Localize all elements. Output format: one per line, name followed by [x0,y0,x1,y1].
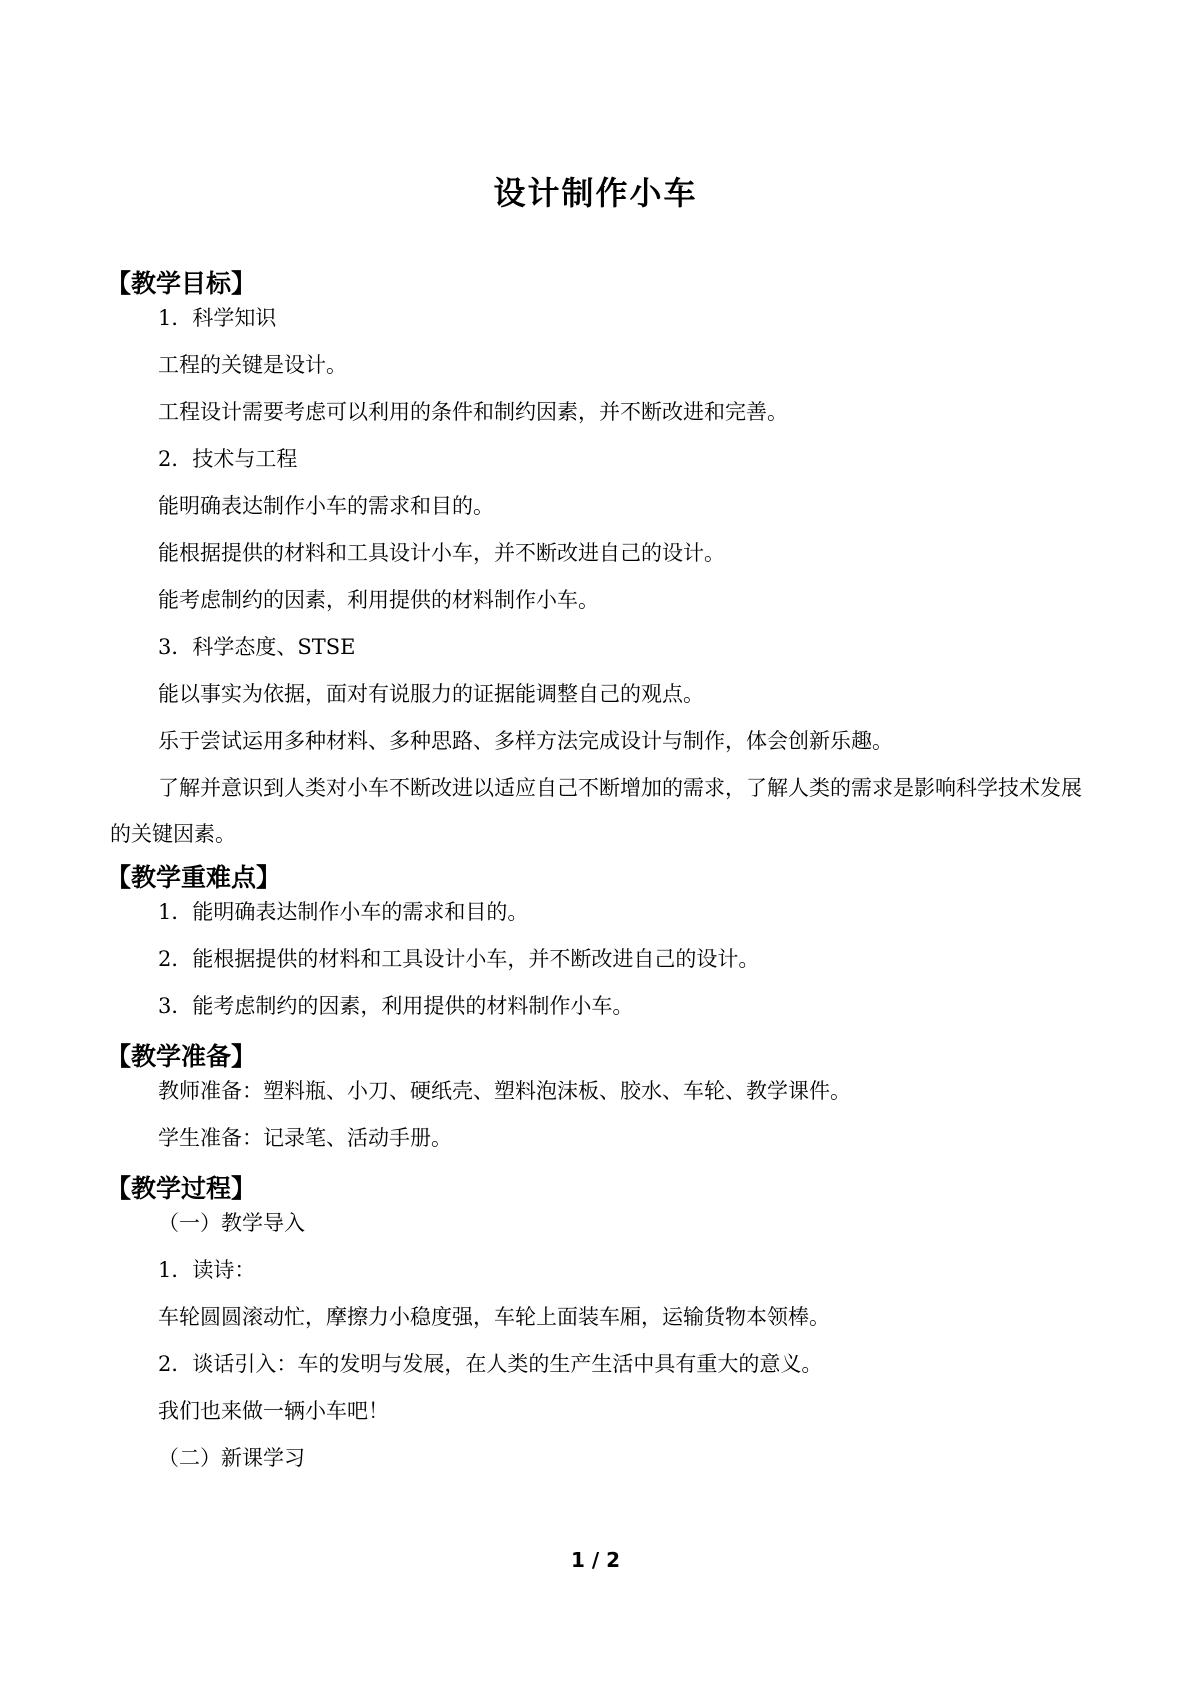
paragraph: 3．科学态度、STSE [158,635,356,659]
section-heading: 【教学重难点】 [106,863,282,892]
paragraph: 能考虑制约的因素，利用提供的材料制作小车。 [158,588,599,612]
paragraph: 3．能考虑制约的因素，利用提供的材料制作小车。 [158,994,634,1018]
page-number: 1 / 2 [570,1548,621,1572]
document-title: 设计制作小车 [493,174,698,212]
paragraph: 2．技术与工程 [158,447,298,471]
paragraph: 工程设计需要考虑可以利用的条件和制约因素，并不断改进和完善。 [158,400,788,424]
document-body [106,263,1100,1492]
section-heading: 【教学目标】 [106,269,257,298]
paragraph: 了解并意识到人类对小车不断改进以适应自己不断增加的需求，了解人类的需求是影响科学技术发展的关键因素。 [110,776,1082,846]
paragraph: 1．科学知识 [158,306,277,330]
paragraph: 能明确表达制作小车的需求和目的。 [158,494,494,518]
paragraph: 1．能明确表达制作小车的需求和目的。 [158,900,529,924]
section-teaching-objectives [106,267,1100,857]
paragraph: 工程的关键是设计。 [158,353,347,377]
paragraph: 能根据提供的材料和工具设计小车，并不断改进自己的设计。 [158,541,725,565]
paragraph: 车轮圆圆滚动忙，摩擦力小稳度强，车轮上面装车厢，运输货物本领棒。 [158,1305,830,1329]
section-heading: 【教学准备】 [106,1042,257,1071]
paragraph: 乐于尝试运用多种材料、多种思路、多样方法完成设计与制作，体会创新乐趣。 [158,729,893,753]
paragraph: 学生准备：记录笔、活动手册。 [158,1126,452,1150]
paragraph: 能以事实为依据，面对有说服力的证据能调整自己的观点。 [158,682,704,706]
paragraph: 教师准备：塑料瓶、小刀、硬纸壳、塑料泡沫板、胶水、车轮、教学课件。 [158,1079,851,1103]
paragraph: 我们也来做一辆小车吧！ [158,1399,389,1423]
section-key-points [106,861,1100,1019]
paragraph: 2．谈话引入：车的发明与发展，在人类的生产生活中具有重大的意义。 [158,1352,823,1376]
paragraph: 1．读诗： [158,1258,256,1282]
paragraph: 2．能根据提供的材料和工具设计小车，并不断改进自己的设计。 [158,947,760,971]
section-heading: 【教学过程】 [106,1174,257,1203]
section-preparation [106,1040,1100,1151]
paragraph: （一）教学导入 [158,1211,305,1235]
section-teaching-process [106,1172,1100,1471]
paragraph: （二）新课学习 [158,1446,305,1470]
